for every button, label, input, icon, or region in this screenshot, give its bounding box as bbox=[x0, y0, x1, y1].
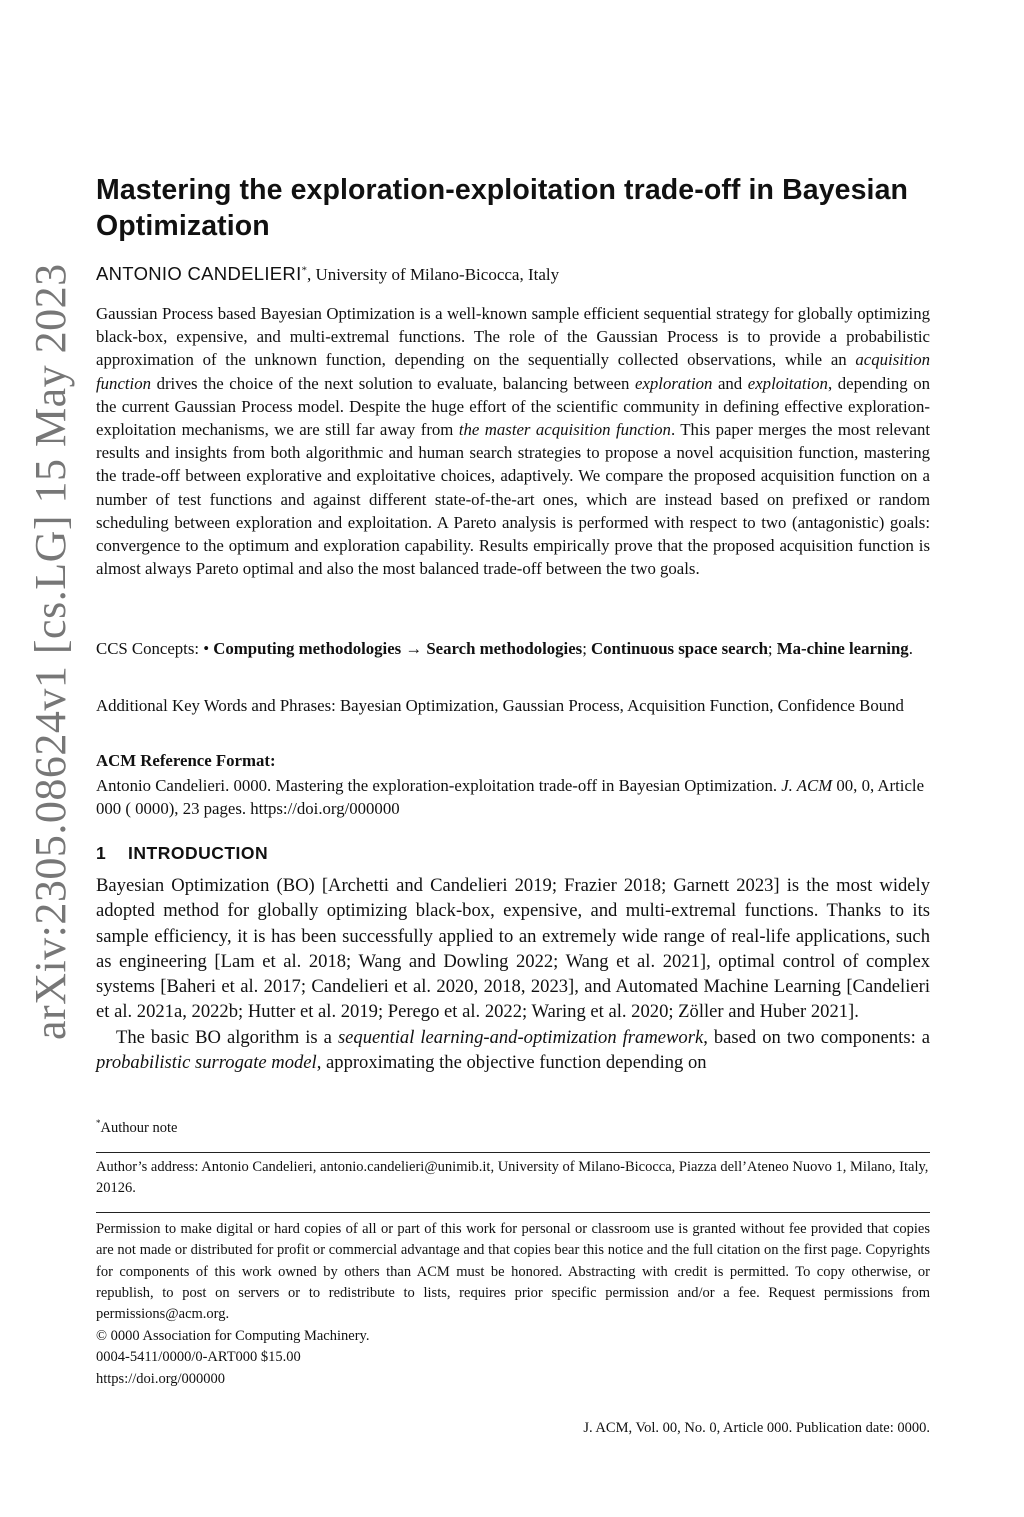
section-heading bbox=[96, 843, 930, 864]
ccs-separator: ; bbox=[767, 639, 777, 658]
issn-line: 0004-5411/0000/0-ART000 $15.00 bbox=[96, 1349, 301, 1366]
intro-text: The basic BO algorithm is a bbox=[116, 1026, 338, 1048]
intro-text: , approximating the objective function depending on bbox=[316, 1052, 707, 1074]
introduction-body bbox=[96, 873, 930, 1075]
intro-text: , based on two components: a bbox=[703, 1026, 930, 1048]
ccs-concepts bbox=[96, 637, 930, 660]
ccs-concept: Computing methodologies → Search methodologies bbox=[213, 639, 583, 658]
abstract-text: drives the choice of the next solution to evaluate, balancing between bbox=[151, 373, 636, 393]
author-footnote-mark[interactable]: * bbox=[301, 264, 308, 277]
abstract-emphasis: the master acquisition function bbox=[458, 420, 671, 440]
arxiv-sidebar-stamp: arXiv:2305.08624v1 [cs.LG] 15 May 2023 bbox=[26, 263, 75, 1040]
footnote-text: Authour note bbox=[100, 1119, 178, 1136]
abstract-text: Gaussian Process based Bayesian Optimization is a well-known sample efficient sequential strategy for globally optimizing black-box, expensive, and multi-extremal functions. The role of the Gaussian Process is to provide a probabilistic approximation of the unknown function, depending on the sequentially collected observations, while an bbox=[96, 304, 930, 370]
ccs-separator: ; bbox=[582, 639, 592, 658]
ccs-label: CCS Concepts: • bbox=[96, 639, 214, 658]
acm-reference-heading: ACM Reference Format: bbox=[96, 751, 276, 770]
author-address: Author’s address: Antonio Candelieri, antonio.candelieri@unimib.it, University of Milano-Bicocca, Piazza dell’Ateneo Nuovo 1, Milano, Italy, 20126. bbox=[96, 1159, 929, 1196]
abstract-emphasis: acquisition function bbox=[96, 350, 930, 393]
abstract-emphasis: exploration bbox=[635, 373, 713, 393]
footnote-divider bbox=[96, 1152, 930, 1153]
section-number: 1 bbox=[96, 843, 107, 863]
doi-link[interactable]: https://doi.org/000000 bbox=[96, 1370, 226, 1387]
permission-notice: Permission to make digital or hard copies of all or part of this work for personal or classroom use is granted without fee provided that copies are not made or distributed for profit or commercial advantage and that copies bear this notice and the full citation on the first page. Copyrights for components of this work owned by others than ACM must be honored. Abstracting with credit is permitted. To copy otherwise, or republish, to post on servers or to redistribute to lists, requires prior specific permission and/or a fee. Request permissions from permissions@acm.org. bbox=[96, 1221, 930, 1323]
acm-reference-text: Antonio Candelieri. 0000. Mastering the exploration-exploitation trade-off in Bayesian Optimization. bbox=[96, 776, 782, 795]
author-name: ANTONIO CANDELIERI bbox=[96, 263, 302, 284]
abstract bbox=[96, 302, 930, 580]
copyright-line: © 0000 Association for Computing Machinery. bbox=[96, 1328, 370, 1344]
footnote-mark: * bbox=[96, 1118, 101, 1128]
ccs-concept: Ma-chine learning bbox=[776, 639, 909, 658]
ccs-concept: Continuous space search bbox=[591, 639, 768, 658]
ccs-end: . bbox=[908, 639, 913, 658]
permission-divider bbox=[96, 1212, 930, 1213]
intro-paragraph bbox=[96, 1025, 930, 1076]
intro-emphasis: probabilistic surrogate model bbox=[96, 1052, 317, 1074]
acm-reference bbox=[96, 774, 930, 820]
abstract-emphasis: exploitation bbox=[747, 373, 828, 393]
intro-emphasis: sequential learning-and-optimization framework bbox=[337, 1026, 704, 1048]
paper-title: Mastering the exploration-exploitation trade-off in Bayesian Optimization bbox=[96, 174, 909, 242]
abstract-text: . This paper merges the most relevant results and insights from both algorithmic and human search strategies to propose a novel acquisition function, mastering the trade-off between explorative and exploitative choices, adaptively. We compare the proposed acquisition function on a number of test functions and against different state-of-the-art ones, which are instead based on prefixed or random scheduling between exploration and exploitation. A Pareto analysis is performed with respect to two (antagonistic) goals: convergence to the optimum and exploration capability. Results empirically prove that the proposed acquisition function is almost always Pareto optimal and also the most balanced trade-off between the two goals. bbox=[96, 420, 930, 579]
copyright-block bbox=[96, 1326, 930, 1390]
acm-reference-rest: 00, 0, Article 000 ( 0000), 23 pages. https://doi.org/000000 bbox=[96, 776, 925, 818]
section-title: INTRODUCTION bbox=[128, 843, 269, 863]
page-footer: J. ACM, Vol. 00, No. 0, Article 000. Publication date: 0000. bbox=[583, 1420, 930, 1436]
author-line bbox=[96, 263, 930, 285]
keywords: Additional Key Words and Phrases: Bayesian Optimization, Gaussian Process, Acquisition Function, Confidence Bound bbox=[96, 696, 904, 715]
acm-reference-journal: J. ACM bbox=[781, 776, 833, 795]
abstract-text: and bbox=[712, 373, 748, 393]
intro-paragraph: Bayesian Optimization (BO) [Archetti and Candelieri 2019; Frazier 2018; Garnett 2023] is the most widely adopted method for globally optimizing black-box, expensive, and multi-extremal functions. Thanks to its sample efficiency, it is has been successfully applied to an extremely wide range of real-life applications, such as engineering [Lam et al. 2018; Wang and Dowling 2022; Wang et al. 2021], optimal control of complex systems [Baheri et al. 2017; Candelieri et al. 2020, 2018, 2023], and Automated Machine Learning [Candelieri et al. 2021a, 2022b; Hutter et al. 2019; Perego et al. 2022; Waring et al. 2020; Zöller and Huber 2021]. bbox=[96, 875, 930, 1023]
footnote bbox=[96, 1118, 930, 1137]
abstract-text: , depending on the current Gaussian Process model. Despite the huge effort of the scientific community in defining effective exploration-exploitation mechanisms, we are still far away from bbox=[96, 373, 930, 440]
author-affiliation: , University of Milano-Bicocca, Italy bbox=[307, 265, 560, 284]
